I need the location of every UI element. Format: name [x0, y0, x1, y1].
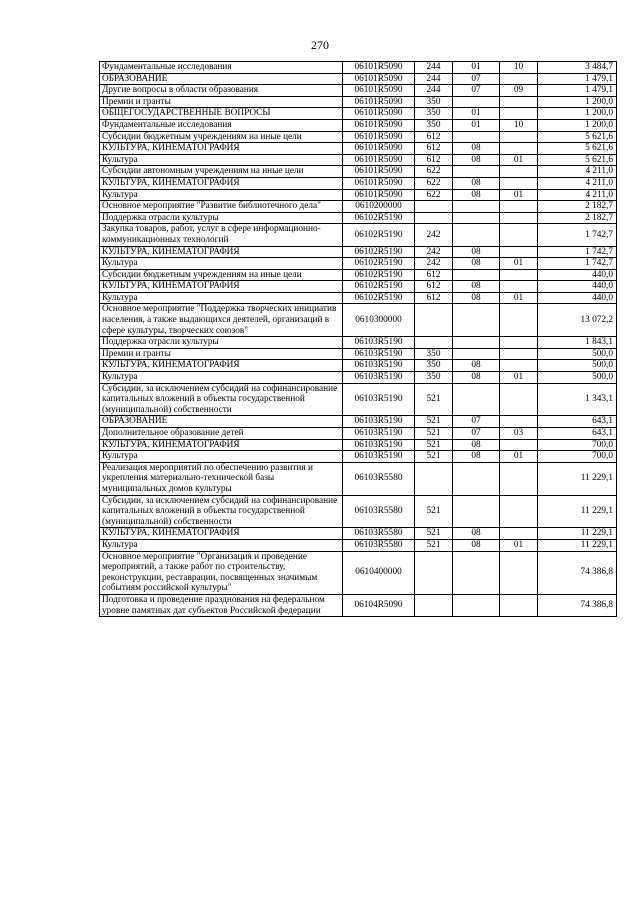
- section-cell: 08: [453, 281, 500, 293]
- table-row: [100, 246, 617, 258]
- amount-cell: 4 211,0: [538, 166, 617, 178]
- subsection-cell: [500, 462, 538, 495]
- section-cell: 07: [453, 73, 500, 85]
- row-name-cell: КУЛЬТУРА, КИНЕМАТОГРАФИЯ: [100, 143, 343, 155]
- section-cell: [453, 495, 500, 528]
- expense-type-cell: 622: [415, 166, 453, 178]
- target-code-cell: 06103R5190: [343, 451, 415, 463]
- amount-cell: 1 742,7: [538, 258, 617, 270]
- table-row: [100, 201, 617, 213]
- page-number: 270: [311, 38, 329, 52]
- section-cell: 08: [453, 439, 500, 451]
- row-name-cell: Культура: [100, 189, 343, 201]
- row-name-cell: ОБРАЗОВАНИЕ: [100, 416, 343, 428]
- amount-cell: 11 229,1: [538, 462, 617, 495]
- row-name-cell: КУЛЬТУРА, КИНЕМАТОГРАФИЯ: [100, 246, 343, 258]
- section-cell: 08: [453, 360, 500, 372]
- row-name-cell: КУЛЬТУРА, КИНЕМАТОГРАФИЯ: [100, 360, 343, 372]
- amount-cell: 74 386,8: [538, 594, 617, 616]
- amount-cell: 643,1: [538, 416, 617, 428]
- section-cell: 08: [453, 154, 500, 166]
- subsection-cell: [500, 269, 538, 281]
- expense-type-cell: 521: [415, 495, 453, 528]
- section-cell: 07: [453, 85, 500, 97]
- expense-type-cell: 350: [415, 96, 453, 108]
- row-name-cell: Закупка товаров, работ, услуг в сфере информационно-коммуникационных технологий: [100, 224, 343, 246]
- section-cell: [453, 551, 500, 594]
- table-row: [100, 177, 617, 189]
- table-row: [100, 281, 617, 293]
- target-code-cell: 06103R5190: [343, 360, 415, 372]
- section-cell: [453, 462, 500, 495]
- table-row: [100, 528, 617, 540]
- target-code-cell: 06102R5190: [343, 292, 415, 304]
- expense-type-cell: 612: [415, 269, 453, 281]
- subsection-cell: 10: [500, 119, 538, 131]
- section-cell: [453, 131, 500, 143]
- subsection-cell: [500, 337, 538, 349]
- table-row: [100, 383, 617, 416]
- section-cell: [453, 269, 500, 281]
- target-code-cell: 06101R5090: [343, 189, 415, 201]
- target-code-cell: 06103R5580: [343, 528, 415, 540]
- table-row: [100, 131, 617, 143]
- subsection-cell: [500, 108, 538, 120]
- row-name-cell: Премии и гранты: [100, 96, 343, 108]
- amount-cell: 1 200,0: [538, 96, 617, 108]
- subsection-cell: [500, 594, 538, 616]
- section-cell: [453, 348, 500, 360]
- expense-type-cell: [415, 212, 453, 224]
- target-code-cell: 06101R5090: [343, 62, 415, 74]
- table-row: [100, 73, 617, 85]
- row-name-cell: КУЛЬТУРА, КИНЕМАТОГРАФИЯ: [100, 528, 343, 540]
- subsection-cell: 01: [500, 189, 538, 201]
- table-row: [100, 154, 617, 166]
- row-name-cell: Дополнительное образование детей: [100, 428, 343, 440]
- target-code-cell: 06102R5190: [343, 258, 415, 270]
- amount-cell: 11 229,1: [538, 528, 617, 540]
- table-row: [100, 337, 617, 349]
- table-row: [100, 85, 617, 97]
- row-name-cell: ОБЩЕГОСУДАРСТВЕННЫЕ ВОПРОСЫ: [100, 108, 343, 120]
- target-code-cell: 06101R5090: [343, 143, 415, 155]
- expense-type-cell: 612: [415, 154, 453, 166]
- table-row: [100, 258, 617, 270]
- section-cell: 08: [453, 539, 500, 551]
- target-code-cell: 06101R5090: [343, 131, 415, 143]
- table-row: [100, 539, 617, 551]
- table-row: [100, 212, 617, 224]
- section-cell: [453, 212, 500, 224]
- expense-type-cell: 622: [415, 189, 453, 201]
- subsection-cell: [500, 551, 538, 594]
- subsection-cell: [500, 528, 538, 540]
- target-code-cell: 06103R5580: [343, 462, 415, 495]
- subsection-cell: [500, 143, 538, 155]
- subsection-cell: [500, 96, 538, 108]
- expense-type-cell: 612: [415, 143, 453, 155]
- table-row: [100, 462, 617, 495]
- target-code-cell: 06103R5190: [343, 383, 415, 416]
- amount-cell: 5 621,6: [538, 131, 617, 143]
- amount-cell: 440,0: [538, 292, 617, 304]
- expense-type-cell: 244: [415, 85, 453, 97]
- amount-cell: 2 182,7: [538, 201, 617, 213]
- amount-cell: 1 742,7: [538, 224, 617, 246]
- amount-cell: 11 229,1: [538, 539, 617, 551]
- section-cell: 08: [453, 372, 500, 384]
- amount-cell: 1 343,1: [538, 383, 617, 416]
- section-cell: [453, 201, 500, 213]
- subsection-cell: 03: [500, 428, 538, 440]
- row-name-cell: Основное мероприятие "Организация и проведение мероприятий, а также работ по строительству, реконструкции, реставрации, посвященных значимым событиям российской культуры": [100, 551, 343, 594]
- section-cell: [453, 383, 500, 416]
- subsection-cell: 01: [500, 451, 538, 463]
- subsection-cell: [500, 495, 538, 528]
- row-name-cell: Подготовка и проведение празднования на федеральном уровне памятных дат субъектов Российской федерации: [100, 594, 343, 616]
- subsection-cell: [500, 201, 538, 213]
- section-cell: 01: [453, 108, 500, 120]
- expense-type-cell: 242: [415, 224, 453, 246]
- table-row: [100, 62, 617, 74]
- table-row: [100, 551, 617, 594]
- expense-type-cell: 521: [415, 451, 453, 463]
- row-name-cell: Субсидии, за исключением субсидий на софинансирование капитальных вложений в объекты государственной (муниципальной) собственности: [100, 495, 343, 528]
- subsection-cell: 01: [500, 372, 538, 384]
- expense-type-cell: 521: [415, 528, 453, 540]
- row-name-cell: КУЛЬТУРА, КИНЕМАТОГРАФИЯ: [100, 281, 343, 293]
- table-row: [100, 360, 617, 372]
- table-row: [100, 416, 617, 428]
- target-code-cell: 06101R5090: [343, 108, 415, 120]
- table-row: [100, 96, 617, 108]
- expense-type-cell: 350: [415, 372, 453, 384]
- row-name-cell: Культура: [100, 372, 343, 384]
- table-row: [100, 428, 617, 440]
- section-cell: [453, 166, 500, 178]
- expense-type-cell: 350: [415, 360, 453, 372]
- subsection-cell: [500, 439, 538, 451]
- expense-type-cell: 521: [415, 428, 453, 440]
- target-code-cell: 06102R5190: [343, 246, 415, 258]
- amount-cell: 643,1: [538, 428, 617, 440]
- expense-type-cell: 612: [415, 131, 453, 143]
- amount-cell: 1 843,1: [538, 337, 617, 349]
- subsection-cell: [500, 166, 538, 178]
- expense-type-cell: 612: [415, 292, 453, 304]
- subsection-cell: 09: [500, 85, 538, 97]
- table-row: [100, 594, 617, 616]
- amount-cell: 5 621,6: [538, 154, 617, 166]
- subsection-cell: [500, 416, 538, 428]
- target-code-cell: 06103R5190: [343, 439, 415, 451]
- subsection-cell: [500, 131, 538, 143]
- table-row: [100, 108, 617, 120]
- section-cell: 08: [453, 292, 500, 304]
- budget-table: [99, 61, 617, 617]
- subsection-cell: [500, 246, 538, 258]
- expense-type-cell: 350: [415, 119, 453, 131]
- amount-cell: 74 386,8: [538, 551, 617, 594]
- expense-type-cell: 622: [415, 177, 453, 189]
- expense-type-cell: 612: [415, 281, 453, 293]
- target-code-cell: 06101R5090: [343, 119, 415, 131]
- target-code-cell: 06102R5190: [343, 281, 415, 293]
- section-cell: [453, 304, 500, 337]
- row-name-cell: ОБРАЗОВАНИЕ: [100, 73, 343, 85]
- target-code-cell: 0610300000: [343, 304, 415, 337]
- section-cell: [453, 337, 500, 349]
- table-row: [100, 119, 617, 131]
- subsection-cell: [500, 281, 538, 293]
- table-row: [100, 372, 617, 384]
- expense-type-cell: [415, 304, 453, 337]
- target-code-cell: 06101R5090: [343, 96, 415, 108]
- target-code-cell: 06101R5090: [343, 166, 415, 178]
- amount-cell: 1 742,7: [538, 246, 617, 258]
- amount-cell: 440,0: [538, 269, 617, 281]
- table-row: [100, 224, 617, 246]
- subsection-cell: 01: [500, 258, 538, 270]
- section-cell: 08: [453, 258, 500, 270]
- target-code-cell: 06103R5580: [343, 495, 415, 528]
- target-code-cell: 06101R5090: [343, 73, 415, 85]
- target-code-cell: 06103R5190: [343, 372, 415, 384]
- amount-cell: 2 182,7: [538, 212, 617, 224]
- amount-cell: 4 211,0: [538, 177, 617, 189]
- expense-type-cell: 242: [415, 246, 453, 258]
- subsection-cell: [500, 383, 538, 416]
- target-code-cell: 06101R5090: [343, 85, 415, 97]
- section-cell: 08: [453, 451, 500, 463]
- section-cell: [453, 224, 500, 246]
- section-cell: 08: [453, 246, 500, 258]
- row-name-cell: Субсидии автономным учреждениям на иные цели: [100, 166, 343, 178]
- subsection-cell: [500, 224, 538, 246]
- subsection-cell: 10: [500, 62, 538, 74]
- amount-cell: 11 229,1: [538, 495, 617, 528]
- expense-type-cell: 242: [415, 258, 453, 270]
- target-code-cell: 06103R5580: [343, 539, 415, 551]
- amount-cell: 700,0: [538, 451, 617, 463]
- row-name-cell: Культура: [100, 539, 343, 551]
- row-name-cell: Фундаментальные исследования: [100, 62, 343, 74]
- target-code-cell: 06102R5190: [343, 212, 415, 224]
- subsection-cell: [500, 73, 538, 85]
- target-code-cell: 06101R5090: [343, 177, 415, 189]
- expense-type-cell: 350: [415, 108, 453, 120]
- section-cell: [453, 96, 500, 108]
- amount-cell: 5 621,6: [538, 143, 617, 155]
- row-name-cell: Поддержка отрасли культуры: [100, 212, 343, 224]
- subsection-cell: [500, 304, 538, 337]
- row-name-cell: Культура: [100, 292, 343, 304]
- expense-type-cell: [415, 201, 453, 213]
- expense-type-cell: 244: [415, 62, 453, 74]
- row-name-cell: Премии и гранты: [100, 348, 343, 360]
- row-name-cell: Другие вопросы в области образования: [100, 85, 343, 97]
- table-row: [100, 189, 617, 201]
- subsection-cell: [500, 348, 538, 360]
- amount-cell: 500,0: [538, 348, 617, 360]
- row-name-cell: Культура: [100, 451, 343, 463]
- section-cell: [453, 594, 500, 616]
- target-code-cell: 0610200000: [343, 201, 415, 213]
- row-name-cell: Основное мероприятие "Поддержка творческих инициатив населения, а также выдающихся деятелей, организаций в сфере культуры, творческих союзов": [100, 304, 343, 337]
- expense-type-cell: [415, 594, 453, 616]
- section-cell: 01: [453, 119, 500, 131]
- target-code-cell: 06102R5190: [343, 224, 415, 246]
- target-code-cell: 06102R5190: [343, 269, 415, 281]
- target-code-cell: 06103R5190: [343, 416, 415, 428]
- section-cell: 08: [453, 189, 500, 201]
- expense-type-cell: 521: [415, 383, 453, 416]
- subsection-cell: [500, 177, 538, 189]
- table-row: [100, 166, 617, 178]
- row-name-cell: Реализация мероприятий по обеспечению развития и укрепления материально-технической базы муниципальных домов культуры: [100, 462, 343, 495]
- target-code-cell: 06104R5090: [343, 594, 415, 616]
- row-name-cell: Поддержка отрасли культуры: [100, 337, 343, 349]
- row-name-cell: КУЛЬТУРА, КИНЕМАТОГРАФИЯ: [100, 439, 343, 451]
- section-cell: 07: [453, 428, 500, 440]
- section-cell: 01: [453, 62, 500, 74]
- row-name-cell: Основное мероприятие "Развитие библиотечного дела": [100, 201, 343, 213]
- expense-type-cell: 521: [415, 539, 453, 551]
- amount-cell: 1 479,1: [538, 73, 617, 85]
- row-name-cell: Субсидии бюджетным учреждениям на иные цели: [100, 269, 343, 281]
- table-row: [100, 439, 617, 451]
- expense-type-cell: [415, 462, 453, 495]
- target-code-cell: 0610400000: [343, 551, 415, 594]
- target-code-cell: 06103R5190: [343, 428, 415, 440]
- row-name-cell: Фундаментальные исследования: [100, 119, 343, 131]
- budget-table-body: [100, 62, 617, 617]
- subsection-cell: [500, 360, 538, 372]
- section-cell: 07: [453, 416, 500, 428]
- section-cell: 08: [453, 177, 500, 189]
- amount-cell: 13 072,2: [538, 304, 617, 337]
- table-row: [100, 451, 617, 463]
- row-name-cell: Культура: [100, 154, 343, 166]
- amount-cell: 500,0: [538, 360, 617, 372]
- table-row: [100, 292, 617, 304]
- table-row: [100, 304, 617, 337]
- row-name-cell: Культура: [100, 258, 343, 270]
- expense-type-cell: 521: [415, 416, 453, 428]
- table-row: [100, 269, 617, 281]
- section-cell: 08: [453, 528, 500, 540]
- amount-cell: 1 200,0: [538, 119, 617, 131]
- row-name-cell: КУЛЬТУРА, КИНЕМАТОГРАФИЯ: [100, 177, 343, 189]
- amount-cell: 700,0: [538, 439, 617, 451]
- target-code-cell: 06103R5190: [343, 337, 415, 349]
- expense-type-cell: 350: [415, 348, 453, 360]
- row-name-cell: Субсидии, за исключением субсидий на софинансирование капитальных вложений в объекты государственной (муниципальной) собственности: [100, 383, 343, 416]
- amount-cell: 500,0: [538, 372, 617, 384]
- subsection-cell: 01: [500, 154, 538, 166]
- target-code-cell: 06101R5090: [343, 154, 415, 166]
- table-row: [100, 348, 617, 360]
- expense-type-cell: 244: [415, 73, 453, 85]
- subsection-cell: 01: [500, 539, 538, 551]
- amount-cell: 1 479,1: [538, 85, 617, 97]
- amount-cell: 440,0: [538, 281, 617, 293]
- amount-cell: 3 484,7: [538, 62, 617, 74]
- section-cell: 08: [453, 143, 500, 155]
- expense-type-cell: [415, 551, 453, 594]
- table-row: [100, 143, 617, 155]
- table-row: [100, 495, 617, 528]
- amount-cell: 1 200,0: [538, 108, 617, 120]
- expense-type-cell: [415, 337, 453, 349]
- target-code-cell: 06103R5190: [343, 348, 415, 360]
- amount-cell: 4 211,0: [538, 189, 617, 201]
- expense-type-cell: 521: [415, 439, 453, 451]
- subsection-cell: [500, 212, 538, 224]
- subsection-cell: 01: [500, 292, 538, 304]
- row-name-cell: Субсидии бюджетным учреждениям на иные цели: [100, 131, 343, 143]
